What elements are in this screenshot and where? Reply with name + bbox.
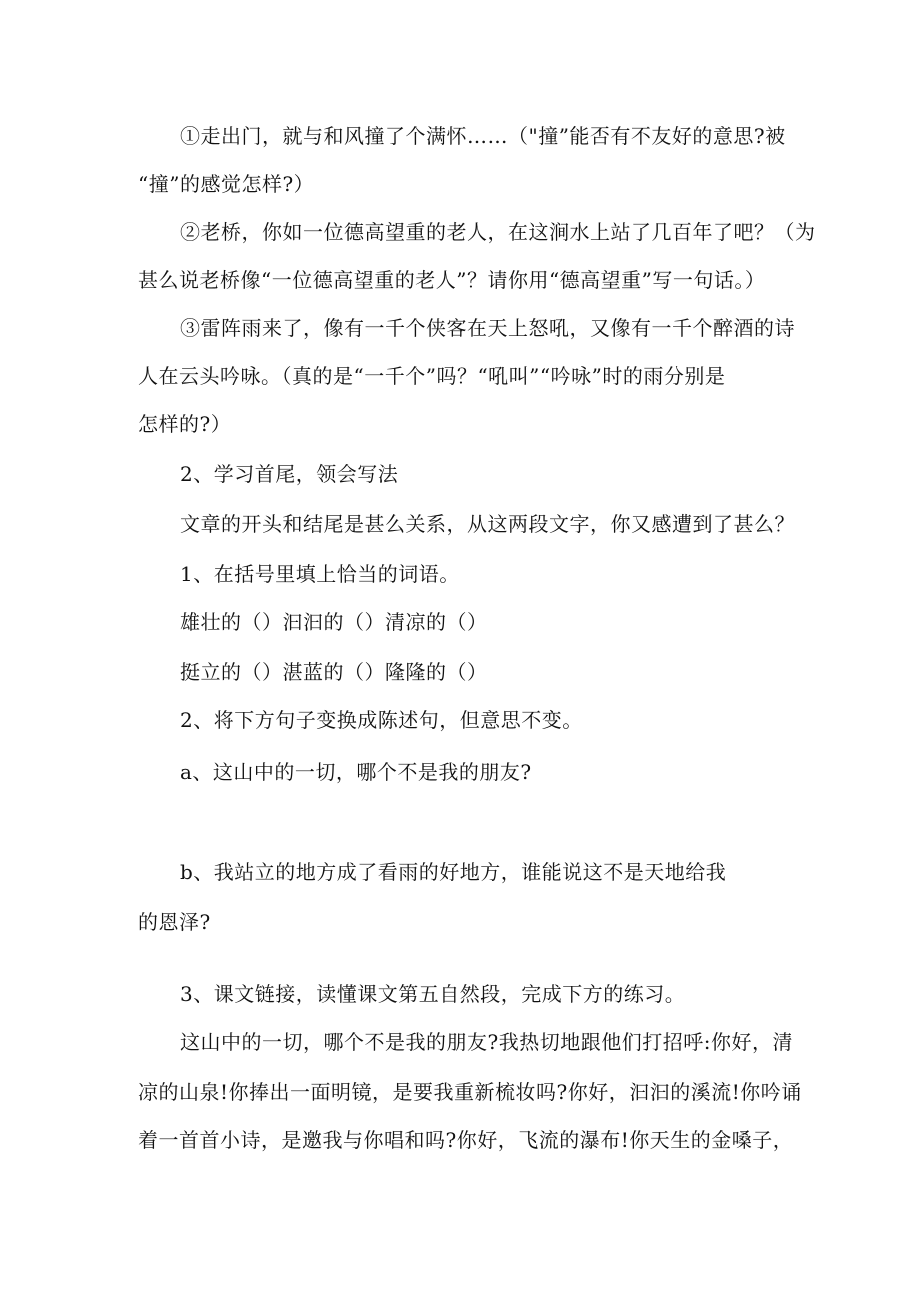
text-line: 文章的开头和结尾是甚么关系，从这两段文字，你又感遭到了甚么？ (180, 512, 795, 536)
text-line: 怎样的?） (138, 412, 232, 436)
text-line: ③雷阵雨来了，像有一千个侠客在天上怒吼，又像有一千个醉酒的诗 (180, 316, 795, 340)
question-line: 的恩泽? (138, 910, 211, 934)
text-line: ①走出门，就与和风撞了个满怀……（"撞”能否有不友好的意思?被 (180, 124, 786, 148)
exercise-heading: 3、课文链接，读懂课文第五自然段，完成下方的练习。 (180, 982, 686, 1006)
text-line: 凉的山泉!你捧出一面明镜，是要我重新梳妆吗?你好，汩汩的溪流!你吟诵 (138, 1080, 802, 1104)
fill-blank-line: 雄壮的（）汩汩的（）清凉的（） (180, 610, 488, 634)
text-line: “撞”的感觉怎样?） (138, 172, 315, 196)
section-heading: 2、学习首尾，领会写法 (180, 462, 399, 486)
exercise-heading: 1、在括号里填上恰当的词语。 (180, 562, 460, 586)
text-line: 人在云头吟咏。（真的是“一千个”吗？“吼叫”“吟咏”时的雨分别是 (138, 364, 726, 388)
exercise-heading: 2、将下方句子变换成陈述句，但意思不变。 (180, 708, 583, 732)
text-line: 这山中的一切，哪个不是我的朋友?我热切地跟他们打招呼:你好，清 (180, 1030, 793, 1054)
question-line: b、我站立的地方成了看雨的好地方，谁能说这不是天地给我 (180, 860, 727, 884)
text-line: ②老桥，你如一位德高望重的老人，在这涧水上站了几百年了吧？（为 (180, 220, 816, 244)
fill-blank-line: 挺立的（）湛蓝的（）隆隆的（） (180, 660, 488, 684)
text-line: 着一首首小诗，是邀我与你唱和吗?你好，飞流的瀑布!你天生的金嗓子， (138, 1128, 794, 1152)
text-line: 甚么说老桥像“一位德高望重的老人”？请你用“德高望重”写一句话。） (138, 268, 766, 292)
question-line: a、这山中的一切，哪个不是我的朋友? (180, 760, 532, 784)
